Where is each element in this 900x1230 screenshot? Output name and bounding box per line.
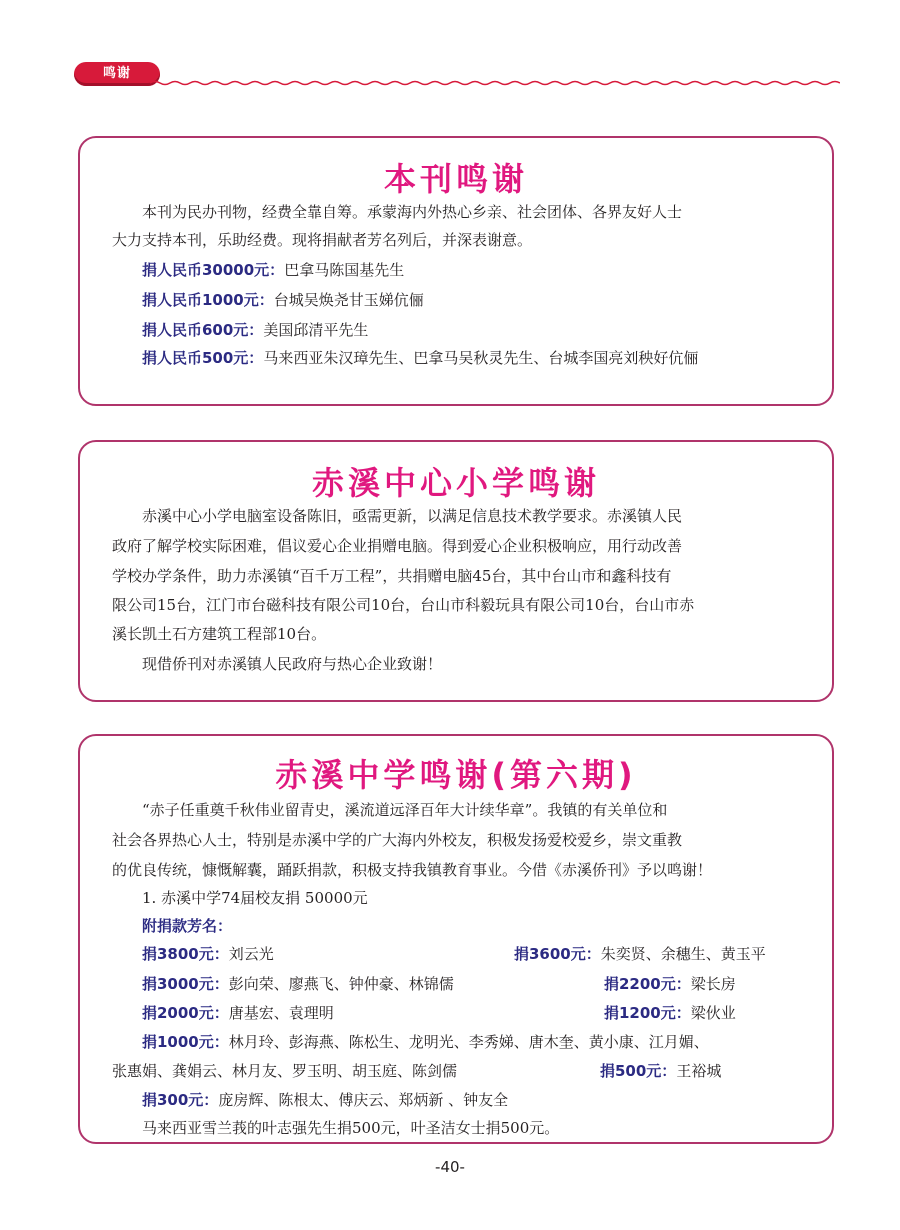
donation-row [142, 1090, 508, 1110]
donation-row [142, 974, 454, 994]
donation-amount: 捐300元： [142, 1091, 219, 1109]
section-middle-school-box [78, 734, 834, 1144]
intro-line-2: 大力支持本刊，乐助经费。现将捐献者芳名列后，并深表谢意。 [112, 231, 533, 249]
donation-row [142, 260, 404, 280]
donation-amount: 捐1200元： [604, 1004, 691, 1022]
donor-names: 刘云光 [228, 945, 274, 963]
paragraph-line: 政府了解学校实际困难，倡议爱心企业捐赠电脑。得到爱心企业积极响应，用行动改善 [112, 537, 683, 555]
donor-names: 庞房辉、陈根太、傅庆云、郑炳新 、钟友全 [218, 1091, 509, 1109]
donation-amount: 捐2000元： [142, 1004, 229, 1022]
section-middle-school-title: 赤溪中学鸣谢(第六期) [275, 756, 637, 794]
donation-amount: 捐3000元： [142, 975, 229, 993]
list-heading: 附捐款芳名： [142, 917, 233, 935]
section-tab: 鸣谢 [74, 62, 160, 86]
donation-row [142, 1032, 709, 1052]
donor-names: 巴拿马陈国基先生 [284, 261, 405, 279]
donor-names: 美国邱清平先生 [263, 321, 369, 339]
section-benkan-title: 本刊鸣谢 [383, 160, 528, 198]
donor-names: 唐基宏、袁理明 [228, 1004, 334, 1022]
paragraph-line: 赤溪中心小学电脑室设备陈旧，亟需更新，以满足信息技术教学要求。赤溪镇人民 [142, 507, 683, 525]
final-note: 马来西亚雪兰莪的叶志强先生捐500元，叶圣洁女士捐500元。 [142, 1119, 560, 1137]
donor-names: 林月玲、彭海燕、陈松生、龙明光、李秀娣、唐木奎、黄小康、江月媚、 [228, 1033, 709, 1051]
donation-amount: 捐人民币1000元： [142, 291, 274, 309]
donation-amount: 捐2200元： [604, 975, 691, 993]
donor-names: 朱奕贤、余穗生、黄玉平 [600, 945, 766, 963]
paragraph-line: “赤子任重奠千秋伟业留青史，溪流道远泽百年大计续华章”。我镇的有关单位和 [142, 801, 668, 819]
paragraph-line: 学校办学条件，助力赤溪镇“百千万工程”，共捐赠电脑45台，其中台山市和鑫科技有 [112, 567, 672, 585]
donation-amount: 捐人民币500元： [142, 349, 264, 367]
donation-amount: 捐3600元： [514, 945, 601, 963]
wavy-divider [150, 80, 840, 86]
section-primary-school-title: 赤溪中心小学鸣谢 [311, 464, 600, 502]
donation-row [600, 1061, 721, 1081]
donor-names-continued: 张惠娟、龚娟云、林月友、罗玉明、胡玉庭、陈剑儒 [112, 1062, 458, 1080]
donation-row [142, 1003, 334, 1023]
paragraph-line: 限公司15台，江门市台磁科技有限公司10台，台山市科毅玩具有限公司10台，台山市赤 [112, 596, 695, 614]
donation-row [142, 290, 424, 310]
donation-amount: 捐人民币600元： [142, 321, 264, 339]
page-number: -40- [435, 1158, 465, 1176]
item-1: 1. 赤溪中学74届校友捐 50000元 [142, 889, 368, 907]
donation-amount: 捐1000元： [142, 1033, 229, 1051]
paragraph-line: 社会各界热心人士，特别是赤溪中学的广大海内外校友，积极发扬爱校爱乡，崇文重教 [112, 831, 683, 849]
section-primary-school-box [78, 440, 834, 702]
paragraph-line: 溪长凯土石方建筑工程部10台。 [112, 625, 327, 643]
donor-names: 梁伙业 [690, 1004, 736, 1022]
donation-row [142, 320, 368, 340]
donation-row [514, 944, 766, 964]
donor-names: 梁长房 [690, 975, 736, 993]
donation-row [142, 944, 274, 964]
section-benkan-box [78, 136, 834, 406]
donor-names: 马来西亚朱汉璋先生、巴拿马吴秋灵先生、台城李国亮刘秧好伉俪 [263, 349, 699, 367]
donor-names: 台城吴焕尧甘玉娣伉俪 [273, 291, 424, 309]
paragraph-line: 现借侨刊对赤溪镇人民政府与热心企业致谢！ [142, 655, 443, 673]
donor-names: 王裕城 [676, 1062, 722, 1080]
donor-names: 彭向荣、廖燕飞、钟仲豪、林锦儒 [228, 975, 454, 993]
donation-row [604, 974, 736, 994]
donation-row [604, 1003, 736, 1023]
donation-amount: 捐人民币30000元： [142, 261, 285, 279]
donation-amount: 捐500元： [600, 1062, 677, 1080]
intro-line-1: 本刊为民办刊物，经费全靠自筹。承蒙海内外热心乡亲、社会团体、各界友好人士 [142, 203, 683, 221]
donation-amount: 捐3800元： [142, 945, 229, 963]
donation-row [142, 348, 698, 368]
paragraph-line: 的优良传统，慷慨解囊，踊跃捐款，积极支持我镇教育事业。今借《赤溪侨刊》予以鸣谢！ [112, 861, 713, 879]
